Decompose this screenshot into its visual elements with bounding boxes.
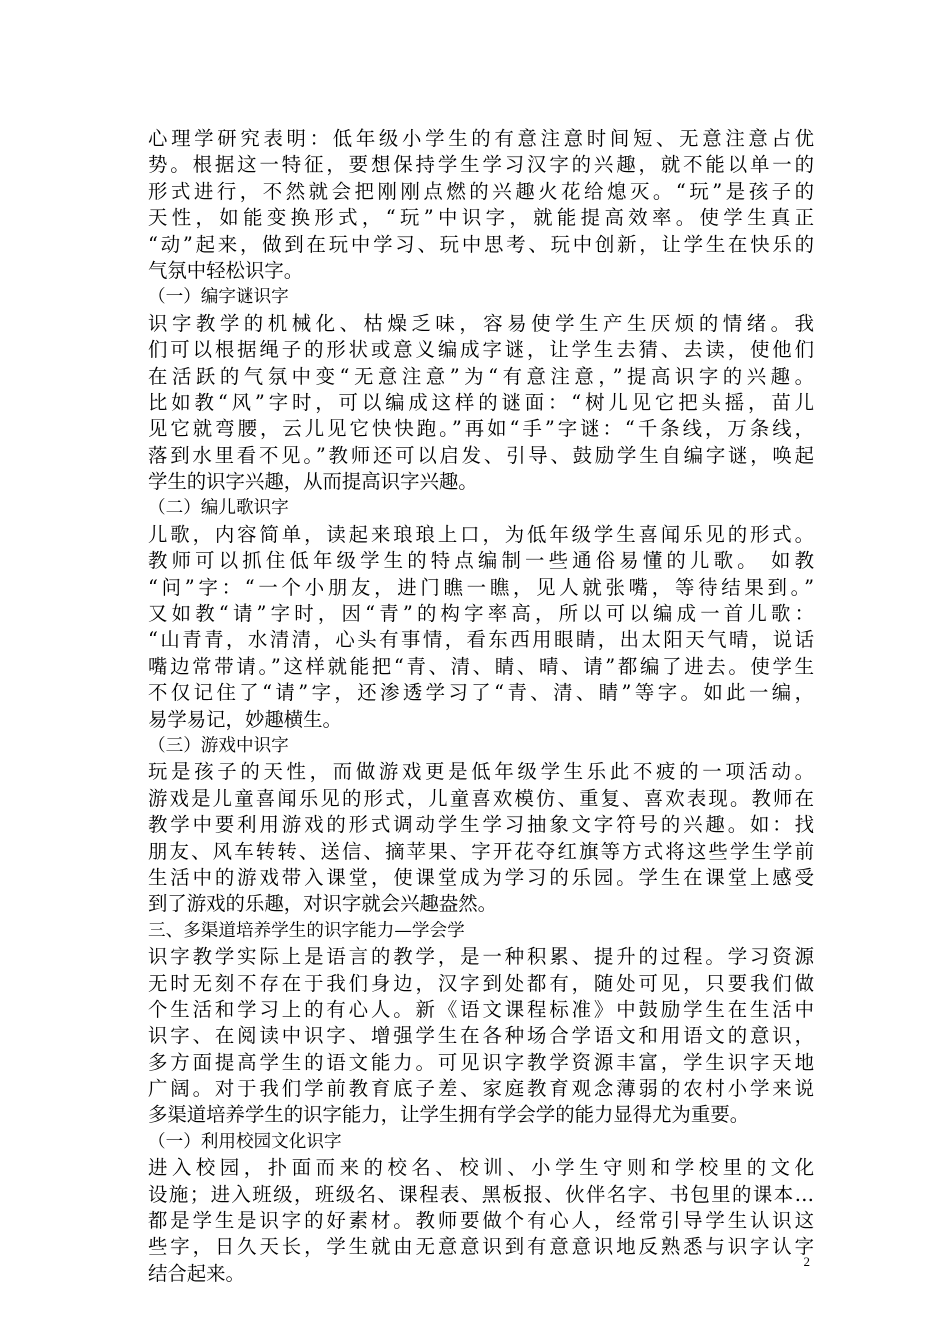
text-line: 儿歌，内容简单，读起来琅琅上口，为低年级学生喜闻乐见的形式。 <box>148 522 814 546</box>
section-heading: （一）编字谜识字 <box>148 287 289 308</box>
paragraph <box>148 759 814 917</box>
document-body <box>148 126 814 1287</box>
text-line: 学生的识字兴趣，从而提高识字兴趣。 <box>148 470 478 494</box>
text-line: 形式进行，不然就会把刚刚点燃的兴趣火花给熄灭。“玩”是孩子的 <box>148 179 814 203</box>
paragraph <box>148 944 814 1129</box>
text-line: 又如教“请”字时，因“青”的构字率高，所以可以编成一首儿歌： <box>148 602 814 626</box>
text-line: 比如教“风”字时，可以编成这样的谜面：“树儿见它把头摇，苗儿 <box>148 390 814 414</box>
text-line: 落到水里看不见。”教师还可以启发、引导、鼓励学生自编字谜，唤起 <box>148 443 814 467</box>
text-line: 天性，如能变换形式，“玩”中识字，就能提高效率。使学生真正 <box>148 206 814 230</box>
text-line: 都是学生是识字的好素材。教师要做个有心人，经常引导学生认识这 <box>148 1209 814 1233</box>
text-line: 教师可以抓住低年级学生的特点编制一些通俗易懂的儿歌。 如教 <box>148 549 814 573</box>
text-line: “山青青，水清清，心头有事情，看东西用眼睛，出太阳天气晴，说话 <box>148 628 814 652</box>
text-line: 多渠道培养学生的识字能力，让学生拥有学会学的能力显得尤为重要。 <box>148 1103 750 1127</box>
text-line: 些字，日久天长，学生就由无意意识到有意意识地反熟悉与识字认字 <box>148 1235 814 1259</box>
page-number: 2 <box>803 1254 810 1269</box>
paragraph <box>148 311 814 496</box>
text-line: 游戏是儿童喜闻乐见的形式，儿童喜欢模仿、重复、喜欢表现。教师在 <box>148 786 814 810</box>
text-line: 嘴边常带请。”这样就能把“青、清、睛、晴、请”都编了进去。使学生 <box>148 654 814 678</box>
paragraph <box>148 522 814 733</box>
text-line: 不仅记住了“请”字，还渗透学习了“青、清、睛”等字。如此一编， <box>148 681 814 705</box>
text-line: 们可以根据绳子的形状或意义编成字谜，让学生去猜、去读，使他们 <box>148 338 814 362</box>
text-line: 个生活和学习上的有心人。新《语文课程标准》中鼓励学生在生活中 <box>148 997 814 1021</box>
text-line: 多方面提高学生的语文能力。可见识字教学资源丰富，学生识字天地 <box>148 1050 814 1074</box>
text-line: 气氛中轻松识字。 <box>148 258 304 282</box>
text-line: 识字教学的机械化、枯燥乏味，容易使学生产生厌烦的情绪。我 <box>148 311 814 335</box>
text-line: 广阔。对于我们学前教育底子差、家庭教育观念薄弱的农村小学来说 <box>148 1077 814 1101</box>
text-line: 心理学研究表明：低年级小学生的有意注意时间短、无意注意占优 <box>148 127 814 150</box>
text-line: 势。根据这一特征，要想保持学生学习汉字的兴趣，就不能以单一的 <box>148 153 814 177</box>
text-line: “动”起来，做到在玩中学习、玩中思考、玩中创新，让学生在快乐的 <box>148 232 814 256</box>
text-line: 见它就弯腰，云儿见它快快跑。”再如“手”字谜：“千条线，万条线， <box>148 417 814 441</box>
section-heading: 三、多渠道培养学生的识字能力—学会学 <box>148 920 465 941</box>
text-line: “问”字：“一个小朋友，进门瞧一瞧，见人就张嘴，等待结果到。” <box>148 575 814 599</box>
section-heading: （三）游戏中识字 <box>148 735 289 756</box>
text-line: 教学中要利用游戏的形式调动学生学习抽象文字符号的兴趣。如：找 <box>148 813 814 837</box>
text-line: 识字、在阅读中识字、增强学生在各种场合学语文和用语文的意识， <box>148 1024 814 1048</box>
text-line: 玩是孩子的天性，而做游戏更是低年级学生乐此不疲的一项活动。 <box>148 760 814 784</box>
text-line: 进入校园，扑面而来的校名、校训、小学生守则和学校里的文化 <box>148 1156 814 1180</box>
text-line: 设施；进入班级，班级名、课程表、黑板报、伙伴名字、书包里的课本… <box>148 1182 814 1206</box>
section-heading: （一）利用校园文化识字 <box>148 1131 342 1152</box>
paragraph <box>148 1155 814 1287</box>
paragraph <box>148 126 814 284</box>
text-line: 结合起来。 <box>148 1261 245 1285</box>
section-heading: （二）编儿歌识字 <box>148 498 289 519</box>
text-line: 到了游戏的乐趣，对识字就会兴趣盎然。 <box>148 892 498 916</box>
text-line: 易学易记，妙趣横生。 <box>148 707 342 731</box>
text-line: 在活跃的气氛中变“无意注意”为“有意注意，”提高识字的兴趣。 <box>148 364 814 388</box>
text-line: 生活中的游戏带入课堂，使课堂成为学习的乐园。学生在课堂上感受 <box>148 865 814 889</box>
text-line: 朋友、风车转转、送信、摘苹果、字开花夺红旗等方式将这些学生学前 <box>148 839 814 863</box>
text-line: 无时无刻不存在于我们身边，汉字到处都有，随处可见，只要我们做 <box>148 971 814 995</box>
text-line: 识字教学实际上是语言的教学，是一种积累、提升的过程。学习资源 <box>148 945 814 969</box>
